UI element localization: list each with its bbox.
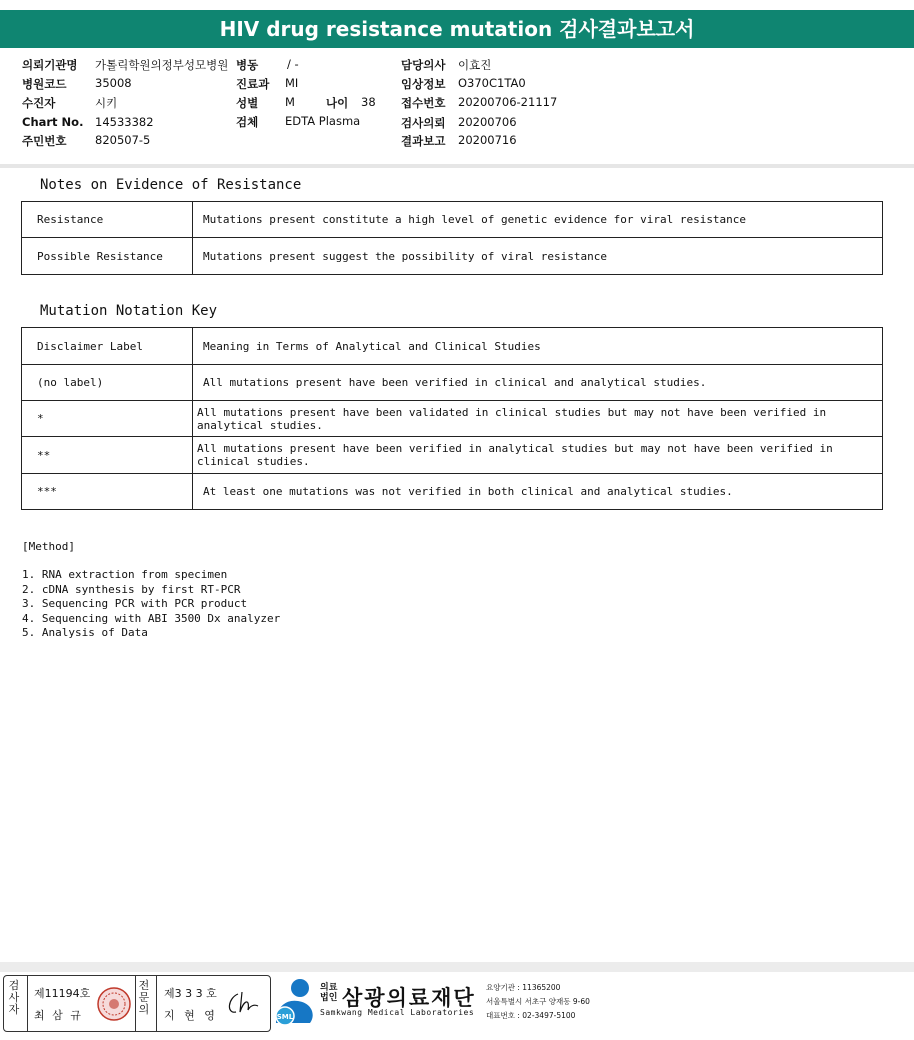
value-age: 38 (361, 95, 376, 109)
key-text: All mutations present have been verified in analytical studies but may not have been verified in clinical studies. (193, 437, 883, 474)
notes-text: Mutations present constitute a high level of genetic evidence for viral resistance (193, 202, 883, 238)
lab-english-name: Samkwang Medical Laboratories (320, 1008, 475, 1017)
report-title: HIV drug resistance mutation 검사결과보고서 (0, 10, 914, 48)
lab-logo-icon (272, 977, 318, 1027)
notes-text: Mutations present suggest the possibility of viral resistance (193, 238, 883, 275)
label-resident-no: 주민번호 (22, 134, 67, 148)
specialist-signature-icon (224, 986, 266, 1020)
label-sex: 성별 (236, 96, 259, 110)
key-header-label: Disclaimer Label (22, 328, 193, 365)
label-age: 나이 (326, 96, 349, 110)
value-request-date: 20200706 (458, 115, 517, 129)
tester-seal-icon (96, 986, 132, 1022)
label-hospital-code: 병원코드 (22, 77, 67, 91)
lab-logo-text: SML (276, 1013, 294, 1021)
specialist-name: 지 현 영 (164, 1009, 218, 1022)
key-label: ** (22, 437, 193, 474)
notes-section-title: Notes on Evidence of Resistance (40, 177, 302, 193)
key-section-title: Mutation Notation Key (40, 303, 218, 319)
value-sex: M (285, 95, 295, 109)
label-physician: 담당의사 (401, 58, 446, 72)
table-row (22, 365, 883, 401)
signature-box (3, 975, 271, 1032)
value-hospital-code: 35008 (95, 76, 132, 90)
table-row (22, 437, 883, 474)
label-department: 진료과 (236, 77, 270, 91)
notes-table (21, 201, 883, 275)
table-row (22, 202, 883, 238)
label-patient: 수진자 (22, 96, 56, 110)
value-requester: 가톨릭학원의정부성모병원 (95, 58, 229, 72)
lab-code: 요양기관 : 11365200 (486, 983, 561, 992)
value-chart-no: 14533382 (95, 115, 154, 129)
specialist-label: 전문의 (138, 979, 150, 1016)
tester-name: 최 삼 규 (34, 1009, 83, 1022)
method-step: 1. RNA extraction from specimen (22, 568, 228, 582)
table-row (22, 401, 883, 437)
label-clinical-info: 임상정보 (401, 77, 446, 91)
value-report-date: 20200716 (458, 133, 517, 147)
value-resident-no: 820507-5 (95, 133, 151, 147)
label-request-date: 검사의뢰 (401, 116, 446, 130)
label-receipt-no: 접수번호 (401, 96, 446, 110)
specialist-license-no: 제3 3 3 호 (164, 987, 217, 1000)
key-label: *** (22, 474, 193, 510)
lab-name: 삼광의료재단 (342, 986, 476, 1010)
value-receipt-no: 20200706-21117 (458, 95, 558, 109)
key-text: At least one mutations was not verified in both clinical and analytical studies. (193, 474, 883, 510)
lab-phone: 대표번호 : 02-3497-5100 (486, 1011, 576, 1020)
tester-license-no: 제11194호 (34, 987, 91, 1000)
method-step: 4. Sequencing with ABI 3500 Dx analyzer (22, 611, 281, 625)
key-label: (no label) (22, 365, 193, 401)
method-step: 5. Analysis of Data (22, 626, 148, 640)
method-section (22, 540, 280, 640)
table-header-row (22, 328, 883, 365)
section-divider (0, 164, 914, 168)
label-chart-no: Chart No. (22, 115, 84, 129)
value-specimen: EDTA Plasma (285, 114, 361, 128)
key-text: All mutations present have been verified in clinical and analytical studies. (193, 365, 883, 401)
footer-divider (0, 962, 914, 972)
table-row (22, 238, 883, 275)
key-label: * (22, 401, 193, 437)
value-clinical-info: O370C1TA0 (458, 76, 526, 90)
value-patient: 시키 (95, 96, 118, 110)
label-report-date: 결과보고 (401, 134, 446, 148)
value-physician: 이효진 (458, 58, 492, 72)
label-specimen: 검체 (236, 115, 259, 129)
lab-address: 서울특별시 서초구 양재동 9-60 (486, 997, 590, 1006)
key-header-text: Meaning in Terms of Analytical and Clinical Studies (193, 328, 883, 365)
notes-label: Possible Resistance (22, 238, 193, 275)
notes-label: Resistance (22, 202, 193, 238)
label-requester: 의뢰기관명 (22, 58, 78, 72)
method-title: [Method] (22, 540, 75, 553)
value-department: MI (285, 76, 299, 90)
key-table (21, 327, 883, 510)
table-row (22, 474, 883, 510)
method-step: 3. Sequencing PCR with PCR product (22, 597, 248, 611)
value-ward: / - (287, 57, 299, 71)
label-ward: 병동 (236, 58, 259, 72)
patient-info (22, 55, 902, 155)
tester-label: 검사자 (8, 979, 20, 1016)
method-step: 2. cDNA synthesis by first RT-PCR (22, 582, 241, 596)
lab-prefix: 의료법인 (320, 983, 338, 1003)
key-text: All mutations present have been validated in clinical studies but may not have been verified in analytical studies. (193, 401, 883, 437)
